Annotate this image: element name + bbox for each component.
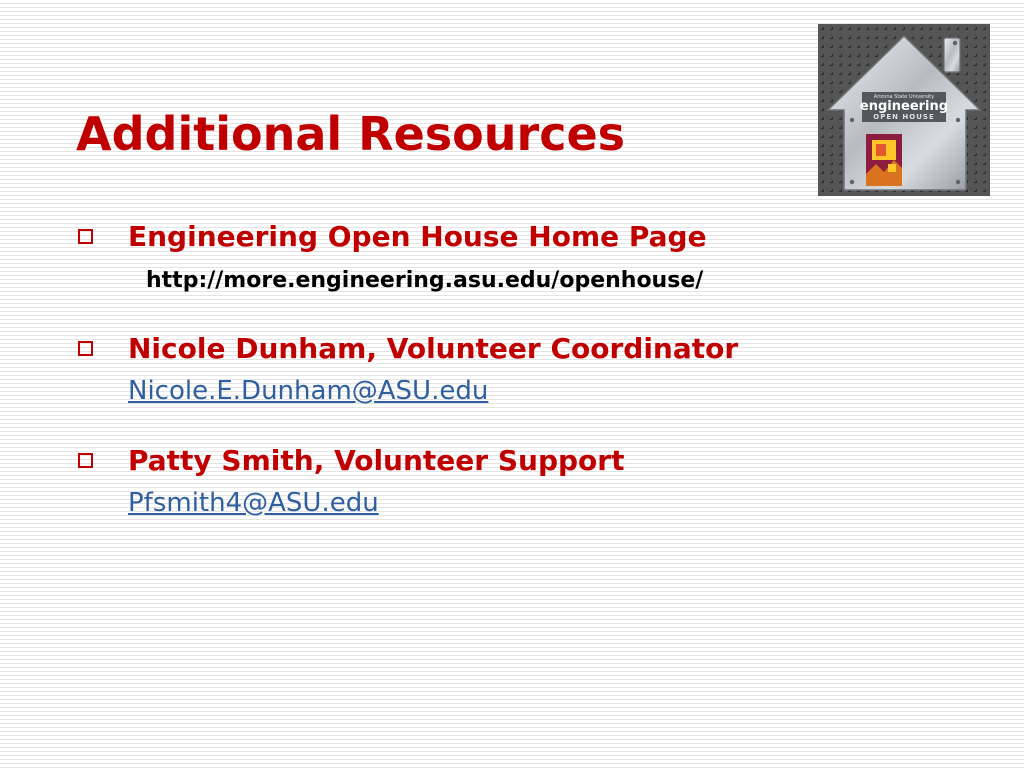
list-item — [76, 218, 976, 296]
list-item — [76, 442, 976, 520]
hollow-square-bullet-icon — [78, 229, 93, 244]
resource-url: http://more.engineering.asu.edu/openhouse/ — [146, 268, 704, 293]
logo-main-text: engineering — [859, 99, 949, 114]
resource-heading: Engineering Open House Home Page — [128, 220, 707, 253]
hollow-square-bullet-icon — [78, 341, 93, 356]
hollow-square-bullet-icon — [78, 453, 93, 468]
resource-list — [76, 218, 976, 520]
contact-heading: Patty Smith, Volunteer Support — [128, 444, 625, 477]
slide-title: Additional Resources — [76, 107, 626, 161]
contact-email-link[interactable]: Pfsmith4@ASU.edu — [128, 488, 379, 518]
contact-heading: Nicole Dunham, Volunteer Coordinator — [128, 332, 739, 365]
logo-small-text: Arizona State University — [873, 94, 935, 100]
door-artwork-icon — [866, 134, 902, 186]
list-item — [76, 330, 976, 408]
contact-email-link[interactable]: Nicole.E.Dunham@ASU.edu — [128, 376, 489, 406]
logo-sub-text: OPEN HOUSE — [873, 113, 935, 121]
engineering-open-house-logo — [818, 24, 990, 196]
